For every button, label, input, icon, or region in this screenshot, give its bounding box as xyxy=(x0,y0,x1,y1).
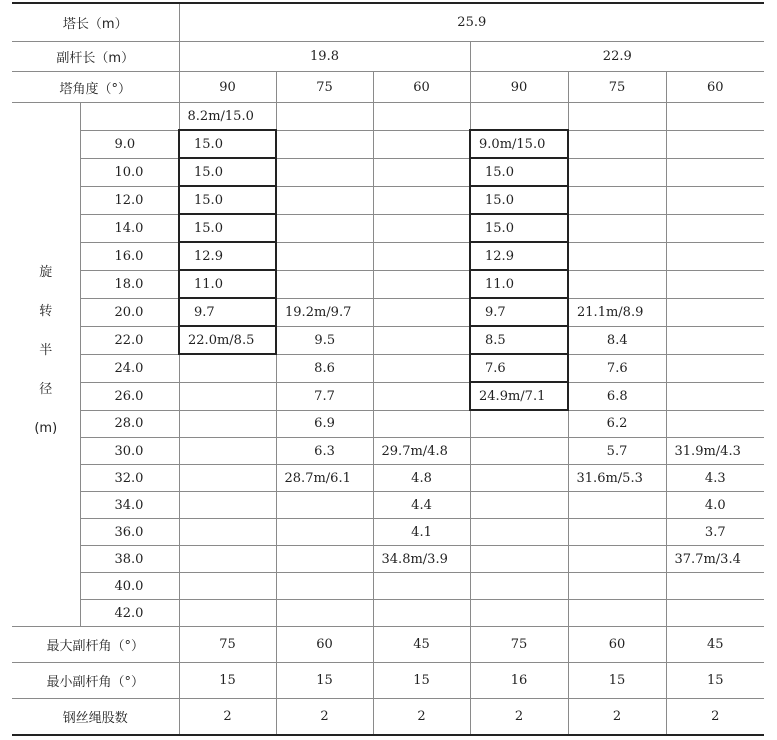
load-cell: 29.7m/4.8 xyxy=(373,438,470,465)
radius-row xyxy=(12,600,764,627)
radius-value: 34.0 xyxy=(80,492,179,519)
load-cell xyxy=(276,270,373,298)
footer-value: 75 xyxy=(470,627,568,663)
load-cell xyxy=(373,186,470,214)
footer-label: 钢丝绳股数 xyxy=(12,699,179,736)
radius-axis-label xyxy=(12,103,80,627)
load-cell xyxy=(373,354,470,382)
radius-value: 40.0 xyxy=(80,573,179,600)
load-cell: 9.0m/15.0 xyxy=(470,130,568,158)
load-cell: 37.7m/3.4 xyxy=(666,546,764,573)
load-cell: 15.0 xyxy=(470,214,568,242)
footer-row xyxy=(12,663,764,699)
tower-angle-2: 75 xyxy=(276,72,373,103)
footer-value: 2 xyxy=(470,699,568,736)
footer-value: 2 xyxy=(373,699,470,736)
tower-angle-5: 75 xyxy=(568,72,666,103)
load-cell xyxy=(373,573,470,600)
radius-row xyxy=(12,103,764,131)
load-cell xyxy=(470,546,568,573)
load-cell: 24.9m/7.1 xyxy=(470,382,568,410)
tower-angle-3: 60 xyxy=(373,72,470,103)
load-cell: 15.0 xyxy=(179,158,276,186)
load-cell: 12.9 xyxy=(179,242,276,270)
load-cell: 4.3 xyxy=(666,465,764,492)
radius-row xyxy=(12,130,764,158)
load-chart-table xyxy=(12,2,764,736)
radius-axis-label-char: (m) xyxy=(34,421,58,436)
radius-value: 14.0 xyxy=(80,214,179,242)
load-cell: 9.7 xyxy=(179,298,276,326)
footer-value: 16 xyxy=(470,663,568,699)
jib-length-label: 副杆长（m） xyxy=(12,42,179,72)
footer-row xyxy=(12,699,764,736)
load-cell: 15.0 xyxy=(470,186,568,214)
load-cell xyxy=(470,103,568,131)
footer-value: 2 xyxy=(666,699,764,736)
load-cell xyxy=(276,130,373,158)
radius-row xyxy=(12,519,764,546)
load-cell xyxy=(666,326,764,354)
radius-row xyxy=(12,214,764,242)
radius-row xyxy=(12,438,764,465)
footer-value: 15 xyxy=(276,663,373,699)
radius-axis-label-char: 转 xyxy=(39,304,53,319)
load-cell: 4.1 xyxy=(373,519,470,546)
load-cell xyxy=(470,410,568,438)
load-cell xyxy=(470,519,568,546)
load-cell xyxy=(373,410,470,438)
radius-value: 20.0 xyxy=(80,298,179,326)
load-cell xyxy=(276,186,373,214)
load-cell: 11.0 xyxy=(179,270,276,298)
footer-value: 60 xyxy=(276,627,373,663)
load-cell xyxy=(179,492,276,519)
load-cell: 8.6 xyxy=(276,354,373,382)
load-cell xyxy=(568,492,666,519)
radius-value: 26.0 xyxy=(80,382,179,410)
load-cell xyxy=(470,492,568,519)
load-cell: 6.3 xyxy=(276,438,373,465)
load-cell xyxy=(568,270,666,298)
radius-value: 16.0 xyxy=(80,242,179,270)
load-cell: 4.0 xyxy=(666,492,764,519)
footer-value: 2 xyxy=(276,699,373,736)
radius-row xyxy=(12,270,764,298)
footer-value: 2 xyxy=(179,699,276,736)
load-cell xyxy=(470,465,568,492)
load-cell xyxy=(276,103,373,131)
radius-row xyxy=(12,326,764,354)
load-cell xyxy=(666,158,764,186)
load-cell: 5.7 xyxy=(568,438,666,465)
load-cell: 31.6m/5.3 xyxy=(568,465,666,492)
footer-label: 最大副杆角（°） xyxy=(12,627,179,663)
load-cell xyxy=(179,382,276,410)
radius-value: 22.0 xyxy=(80,326,179,354)
load-cell xyxy=(568,158,666,186)
radius-value: 28.0 xyxy=(80,410,179,438)
load-cell xyxy=(666,573,764,600)
load-cell xyxy=(373,214,470,242)
radius-row xyxy=(12,354,764,382)
tower-length-value: 25.9 xyxy=(179,3,764,42)
radius-row xyxy=(12,242,764,270)
load-cell: 8.4 xyxy=(568,326,666,354)
radius-value: 9.0 xyxy=(80,130,179,158)
load-cell: 8.5 xyxy=(470,326,568,354)
load-cell xyxy=(666,298,764,326)
load-cell xyxy=(666,600,764,627)
load-cell xyxy=(666,242,764,270)
load-cell xyxy=(276,492,373,519)
load-cell: 22.0m/8.5 xyxy=(179,326,276,354)
load-cell xyxy=(470,600,568,627)
tower-length-label: 塔长（m） xyxy=(12,3,179,42)
load-cell: 34.8m/3.9 xyxy=(373,546,470,573)
load-cell xyxy=(666,186,764,214)
load-cell xyxy=(276,214,373,242)
load-cell xyxy=(373,298,470,326)
jib-length-value-1: 19.8 xyxy=(179,42,470,72)
load-cell xyxy=(276,242,373,270)
load-cell: 19.2m/9.7 xyxy=(276,298,373,326)
load-cell xyxy=(373,242,470,270)
radius-value: 32.0 xyxy=(80,465,179,492)
radius-row xyxy=(12,382,764,410)
jib-length-value-2: 22.9 xyxy=(470,42,764,72)
load-cell xyxy=(373,382,470,410)
load-cell xyxy=(179,354,276,382)
load-cell: 31.9m/4.3 xyxy=(666,438,764,465)
load-cell: 15.0 xyxy=(179,214,276,242)
load-cell: 7.7 xyxy=(276,382,373,410)
radius-row xyxy=(12,492,764,519)
load-cell: 11.0 xyxy=(470,270,568,298)
radius-row xyxy=(12,186,764,214)
load-cell: 7.6 xyxy=(470,354,568,382)
footer-row xyxy=(12,627,764,663)
load-cell xyxy=(373,130,470,158)
load-cell xyxy=(179,519,276,546)
load-cell xyxy=(179,410,276,438)
load-cell xyxy=(179,600,276,627)
tower-angle-4: 90 xyxy=(470,72,568,103)
load-cell: 6.9 xyxy=(276,410,373,438)
radius-value xyxy=(80,103,179,131)
load-cell xyxy=(568,186,666,214)
load-cell xyxy=(568,519,666,546)
load-cell xyxy=(179,546,276,573)
load-cell: 6.8 xyxy=(568,382,666,410)
radius-value: 38.0 xyxy=(80,546,179,573)
load-cell xyxy=(470,438,568,465)
load-cell xyxy=(276,158,373,186)
radius-axis-label-char: 径 xyxy=(39,382,53,397)
load-cell: 8.2m/15.0 xyxy=(179,103,276,131)
load-cell xyxy=(276,546,373,573)
load-cell: 6.2 xyxy=(568,410,666,438)
footer-value: 75 xyxy=(179,627,276,663)
tower-angle-6: 60 xyxy=(666,72,764,103)
load-cell: 4.4 xyxy=(373,492,470,519)
load-cell: 28.7m/6.1 xyxy=(276,465,373,492)
header-row-tower-length xyxy=(12,3,764,42)
load-cell xyxy=(666,410,764,438)
radius-row xyxy=(12,465,764,492)
footer-value: 2 xyxy=(568,699,666,736)
load-cell: 7.6 xyxy=(568,354,666,382)
radius-value: 30.0 xyxy=(80,438,179,465)
load-cell xyxy=(373,600,470,627)
footer-value: 60 xyxy=(568,627,666,663)
load-cell xyxy=(568,546,666,573)
radius-axis-label-char: 旋 xyxy=(39,265,53,280)
radius-row xyxy=(12,573,764,600)
radius-value: 18.0 xyxy=(80,270,179,298)
load-cell xyxy=(666,214,764,242)
footer-value: 15 xyxy=(179,663,276,699)
load-cell xyxy=(568,214,666,242)
load-cell xyxy=(666,103,764,131)
radius-value: 12.0 xyxy=(80,186,179,214)
load-cell: 15.0 xyxy=(470,158,568,186)
load-cell: 12.9 xyxy=(470,242,568,270)
load-cell: 9.5 xyxy=(276,326,373,354)
load-cell xyxy=(470,573,568,600)
footer-value: 15 xyxy=(568,663,666,699)
load-cell xyxy=(568,242,666,270)
tower-angle-label: 塔角度（°） xyxy=(12,72,179,103)
load-cell xyxy=(373,103,470,131)
header-row-tower-angle xyxy=(12,72,764,103)
radius-row xyxy=(12,410,764,438)
radius-value: 24.0 xyxy=(80,354,179,382)
footer-value: 45 xyxy=(373,627,470,663)
load-cell xyxy=(373,270,470,298)
load-cell: 3.7 xyxy=(666,519,764,546)
load-cell xyxy=(179,465,276,492)
load-cell xyxy=(666,354,764,382)
load-cell xyxy=(276,600,373,627)
footer-value: 15 xyxy=(373,663,470,699)
load-cell: 15.0 xyxy=(179,130,276,158)
load-cell xyxy=(568,600,666,627)
footer-value: 15 xyxy=(666,663,764,699)
load-cell: 9.7 xyxy=(470,298,568,326)
load-cell xyxy=(179,573,276,600)
radius-axis-label-char: 半 xyxy=(39,343,53,358)
radius-row xyxy=(12,158,764,186)
load-cell xyxy=(568,573,666,600)
load-cell xyxy=(373,158,470,186)
load-cell: 21.1m/8.9 xyxy=(568,298,666,326)
load-cell xyxy=(666,130,764,158)
load-cell xyxy=(373,326,470,354)
load-cell xyxy=(568,130,666,158)
load-cell xyxy=(179,438,276,465)
load-cell xyxy=(276,573,373,600)
radius-row xyxy=(12,298,764,326)
load-cell xyxy=(276,519,373,546)
radius-value: 36.0 xyxy=(80,519,179,546)
load-cell xyxy=(666,270,764,298)
radius-row xyxy=(12,546,764,573)
load-cell: 4.8 xyxy=(373,465,470,492)
load-cell: 15.0 xyxy=(179,186,276,214)
radius-value: 10.0 xyxy=(80,158,179,186)
footer-value: 45 xyxy=(666,627,764,663)
load-cell xyxy=(666,382,764,410)
header-row-jib-length xyxy=(12,42,764,72)
footer-label: 最小副杆角（°） xyxy=(12,663,179,699)
load-cell xyxy=(568,103,666,131)
radius-value: 42.0 xyxy=(80,600,179,627)
tower-angle-1: 90 xyxy=(179,72,276,103)
